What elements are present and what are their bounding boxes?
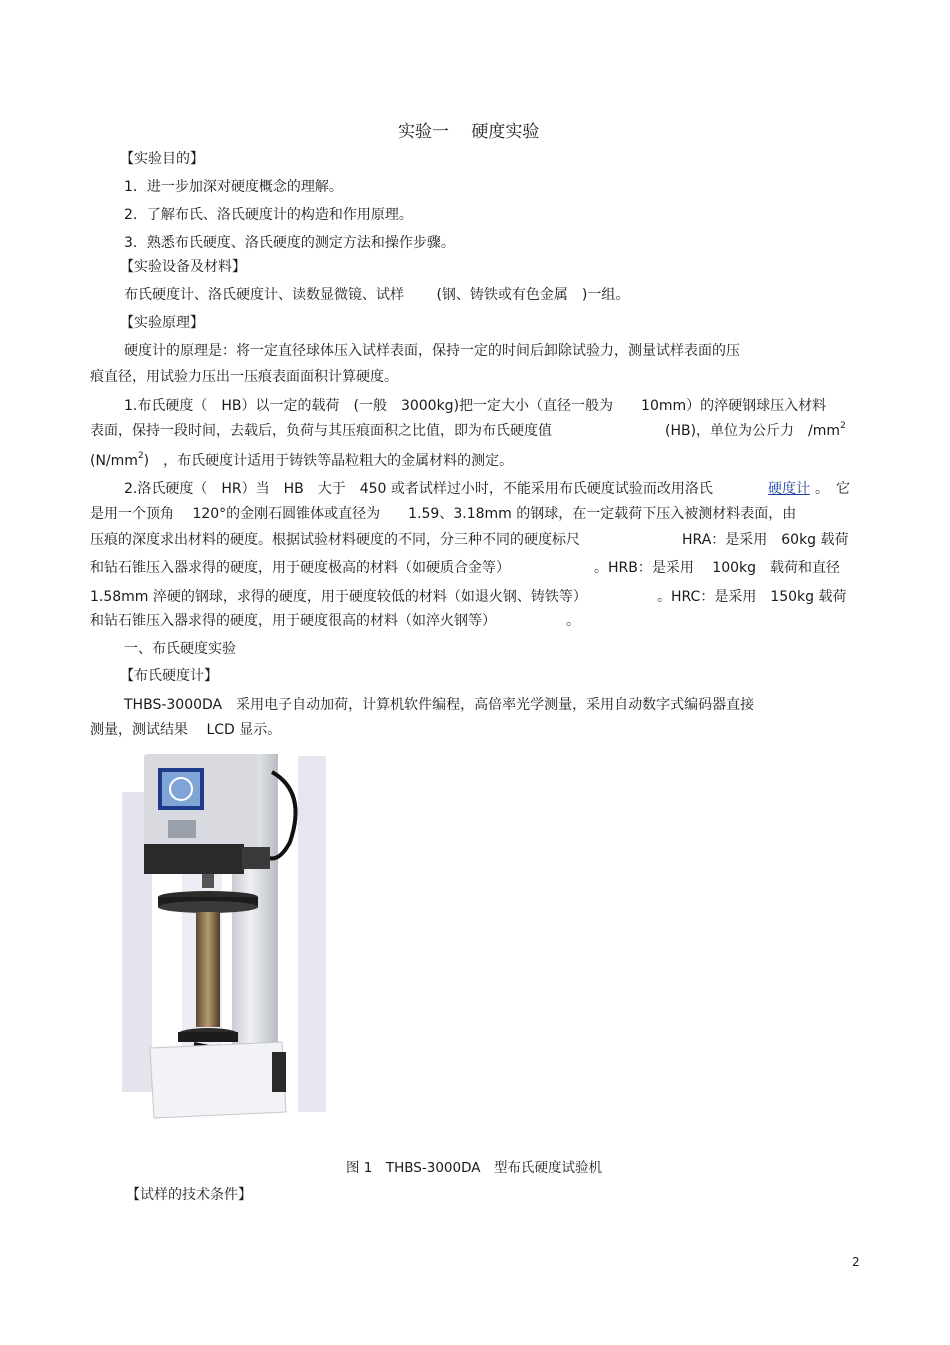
paragraph-line: 2.洛氏硬度（ HR）当 HB 大于 450 或者试样过小时，不能采用布氏硬度试验而改用洛氏 [124,481,713,497]
paragraph-line [665,422,846,440]
paragraph-line: 压痕的深度求出材料的硬度。根据试验材料硬度的不同，分三种不同的硬度标尺 [90,532,580,548]
hardness-tester-photo [122,752,326,1132]
paragraph-text: 。HRC：是采用 150kg 载荷 [657,589,847,605]
page-number: 2 [852,1255,860,1269]
section-heading-brinell-tester: 【布氏硬度计】 [120,668,218,684]
paragraph-line: 1.布氏硬度（ HB）以一定的载荷 (一般 3000kg)把一定大小（直径一般为 10mm）的淬硬钢球压入材料 [124,398,827,414]
superscript: 2 [840,421,846,431]
paragraph-text: HRA：是采用 60kg 载荷 [682,532,849,548]
paragraph-line: 硬度计的原理是：将一定直径球体压入试样表面，保持一定的时间后卸除试验力，测量试样表面的压 [124,343,740,359]
paragraph-line: 是用一个顶角 120°的金刚石圆锥体或直径为 1.59、3.18mm 的钢球，在一定载荷下压入被测材料表面，由 [90,506,797,522]
paragraph-line: THBS-3000DA 采用电子自动加荷，计算机软件编程，高倍率光学测量，采用自动数字式编码器直接 [124,697,755,713]
paragraph-text: ) ，布氏硬度计适用于铸铁等晶粒粗大的金属材料的测定。 [143,453,514,469]
section-heading-sample-conditions: 【试样的技术条件】 [126,1187,252,1203]
list-item: 3．熟悉布氏硬度、洛氏硬度的测定方法和操作步骤。 [124,235,455,251]
figure-caption: 图 1 THBS-3000DA 型布氏硬度试验机 [346,1160,602,1176]
list-item: 1．进一步加深对硬度概念的理解。 [124,179,343,195]
section-heading-equipment: 【实验设备及材料】 [120,259,246,275]
subsection-title: 一、布氏硬度实验 [124,641,236,657]
list-item: 2．了解布氏、洛氏硬度计的构造和作用原理。 [124,207,413,223]
paragraph-line: 和钻石锥压入器求得的硬度，用于硬度很高的材料（如淬火钢等） [90,613,496,629]
paragraph-text: 。HRB：是采用 100kg 载荷和直径 [594,560,841,576]
paragraph-line: 和钻石锥压入器求得的硬度，用于硬度极高的材料（如硬质合金等） [90,560,510,576]
paragraph-line: 痕直径，用试验力压出一压痕表面面积计算硬度。 [90,369,398,385]
page-title: 实验一 硬度实验 [398,122,540,142]
hb-unit-text: (HB)，单位为公斤力 /mm [665,423,841,439]
superscript: 2 [137,451,144,461]
section-heading-purpose: 【实验目的】 [120,151,204,167]
hardness-tester-link[interactable]: 硬度计 [768,481,810,497]
paragraph-line: 表面，保持一段时间，去载后，负荷与其压痕面积之比值，即为布氏硬度值 [90,423,552,439]
equipment-text: 布氏硬度计、洛氏硬度计、读数显微镜、试样 (钢、铸铁或有色金属 )一组。 [124,287,630,303]
section-heading-principle: 【实验原理】 [120,315,204,331]
paragraph-text: 。 它 [815,481,850,497]
paragraph-line: 1.58mm 淬硬的钢球，求得的硬度，用于硬度较低的材料（如退火钢、铸铁等） [90,589,587,605]
paragraph-line: 测量，测试结果 LCD 显示。 [90,722,282,738]
paragraph-line [90,452,513,470]
unit-text: (N/mm [90,453,138,469]
paragraph-text: 。 [566,613,580,629]
